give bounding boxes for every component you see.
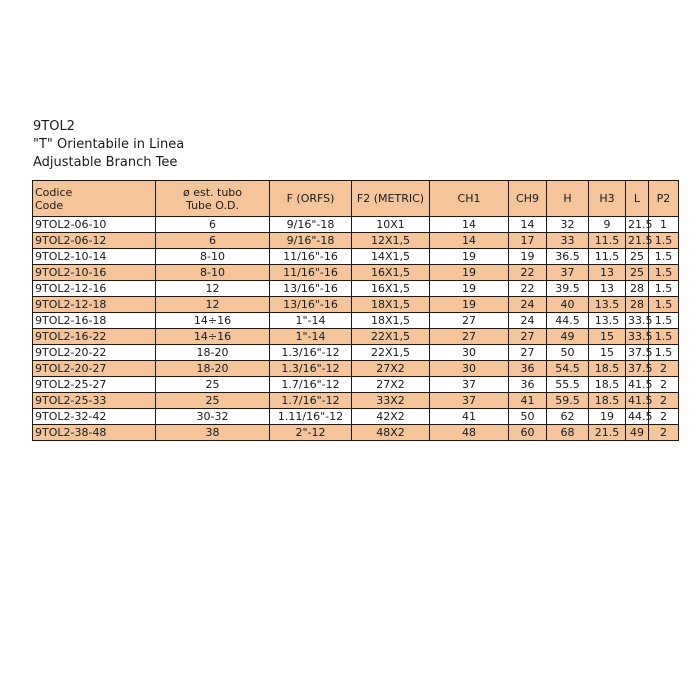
cell-tube-od: 8-10 <box>156 249 270 265</box>
header-row <box>33 181 679 217</box>
cell-h3: 21.5 <box>589 425 626 441</box>
column-header-line: F (ORFS) <box>286 192 335 205</box>
cell-ch9: 24 <box>509 297 547 313</box>
cell-tube-od: 18-20 <box>156 361 270 377</box>
column-header-f-orfs <box>270 181 352 217</box>
cell-ch1: 19 <box>430 265 509 281</box>
cell-l: 28 <box>626 281 649 297</box>
cell-h: 54.5 <box>547 361 589 377</box>
cell-h: 49 <box>547 329 589 345</box>
column-header-ch1 <box>430 181 509 217</box>
cell-h3: 18.5 <box>589 377 626 393</box>
cell-ch1: 19 <box>430 249 509 265</box>
cell-l: 33.5 <box>626 329 649 345</box>
cell-l: 49 <box>626 425 649 441</box>
cell-ch9: 27 <box>509 329 547 345</box>
cell-h3: 11.5 <box>589 233 626 249</box>
cell-l: 37.5 <box>626 345 649 361</box>
table-row <box>33 297 679 313</box>
cell-p2: 1.5 <box>649 233 679 249</box>
cell-h: 39.5 <box>547 281 589 297</box>
cell-ch9: 50 <box>509 409 547 425</box>
cell-h: 37 <box>547 265 589 281</box>
cell-ch1: 19 <box>430 281 509 297</box>
cell-f-orfs: 9/16"-18 <box>270 217 352 233</box>
table-row <box>33 377 679 393</box>
column-header-line: Code <box>35 198 64 212</box>
cell-ch9: 24 <box>509 313 547 329</box>
cell-f-orfs: 1"-14 <box>270 313 352 329</box>
cell-ch9: 14 <box>509 217 547 233</box>
product-name-english: Adjustable Branch Tee <box>33 155 178 170</box>
cell-tube-od: 12 <box>156 297 270 313</box>
cell-l: 21.5 <box>626 233 649 249</box>
column-header-line: F2 (METRIC) <box>356 192 425 205</box>
table-row <box>33 393 679 409</box>
cell-f-orfs: 11/16"-16 <box>270 265 352 281</box>
cell-f-orfs: 1.11/16"-12 <box>270 409 352 425</box>
cell-code: 9TOL2-10-14 <box>33 249 156 265</box>
column-header-line: CH9 <box>516 192 539 205</box>
cell-tube-od: 6 <box>156 217 270 233</box>
column-header-ch9 <box>509 181 547 217</box>
cell-ch9: 22 <box>509 281 547 297</box>
table-row <box>33 425 679 441</box>
cell-p2: 2 <box>649 377 679 393</box>
column-header-f2-metric <box>352 181 430 217</box>
cell-p2: 1.5 <box>649 249 679 265</box>
cell-h: 62 <box>547 409 589 425</box>
cell-f2-metric: 16X1,5 <box>352 265 430 281</box>
cell-h: 44.5 <box>547 313 589 329</box>
cell-f2-metric: 48X2 <box>352 425 430 441</box>
cell-code: 9TOL2-25-27 <box>33 377 156 393</box>
cell-h3: 13 <box>589 265 626 281</box>
cell-ch1: 14 <box>430 217 509 233</box>
cell-h3: 13.5 <box>589 297 626 313</box>
spec-table <box>32 180 679 441</box>
table-row <box>33 281 679 297</box>
cell-h3: 19 <box>589 409 626 425</box>
cell-ch9: 36 <box>509 361 547 377</box>
cell-l: 33.5 <box>626 313 649 329</box>
cell-tube-od: 6 <box>156 233 270 249</box>
column-header-line: H3 <box>599 192 615 205</box>
cell-code: 9TOL2-25-33 <box>33 393 156 409</box>
cell-code: 9TOL2-06-12 <box>33 233 156 249</box>
cell-ch1: 27 <box>430 329 509 345</box>
cell-f2-metric: 22X1,5 <box>352 345 430 361</box>
cell-f-orfs: 1.7/16"-12 <box>270 393 352 409</box>
table-body <box>33 217 679 441</box>
cell-h: 33 <box>547 233 589 249</box>
cell-h3: 15 <box>589 345 626 361</box>
column-header-line: L <box>633 192 641 205</box>
column-header-tube-od <box>156 181 270 217</box>
table-row <box>33 329 679 345</box>
cell-ch1: 48 <box>430 425 509 441</box>
cell-f-orfs: 1"-14 <box>270 329 352 345</box>
cell-ch1: 27 <box>430 313 509 329</box>
cell-h: 59.5 <box>547 393 589 409</box>
cell-p2: 1 <box>649 217 679 233</box>
cell-tube-od: 8-10 <box>156 265 270 281</box>
cell-h3: 11.5 <box>589 249 626 265</box>
cell-f2-metric: 18X1,5 <box>352 313 430 329</box>
cell-p2: 1.5 <box>649 297 679 313</box>
column-header-h3 <box>589 181 626 217</box>
table-row <box>33 313 679 329</box>
cell-f2-metric: 16X1,5 <box>352 281 430 297</box>
cell-f2-metric: 22X1,5 <box>352 329 430 345</box>
cell-code: 9TOL2-12-16 <box>33 281 156 297</box>
table-row <box>33 233 679 249</box>
cell-code: 9TOL2-16-18 <box>33 313 156 329</box>
cell-ch1: 37 <box>430 377 509 393</box>
cell-ch1: 30 <box>430 345 509 361</box>
cell-ch1: 37 <box>430 393 509 409</box>
cell-l: 44.5 <box>626 409 649 425</box>
product-name-italian: "T" Orientabile in Linea <box>33 137 185 152</box>
cell-code: 9TOL2-12-18 <box>33 297 156 313</box>
cell-ch9: 60 <box>509 425 547 441</box>
cell-ch9: 27 <box>509 345 547 361</box>
table-row <box>33 409 679 425</box>
cell-p2: 1.5 <box>649 345 679 361</box>
cell-ch1: 30 <box>430 361 509 377</box>
cell-h3: 18.5 <box>589 393 626 409</box>
table-row <box>33 249 679 265</box>
cell-h3: 13.5 <box>589 313 626 329</box>
cell-ch1: 14 <box>430 233 509 249</box>
cell-f-orfs: 9/16"-18 <box>270 233 352 249</box>
cell-tube-od: 38 <box>156 425 270 441</box>
title-block <box>33 118 184 172</box>
cell-p2: 2 <box>649 425 679 441</box>
column-header-line: ø est. tubo <box>182 185 243 199</box>
cell-f-orfs: 11/16"-16 <box>270 249 352 265</box>
cell-p2: 2 <box>649 409 679 425</box>
cell-h: 55.5 <box>547 377 589 393</box>
cell-tube-od: 25 <box>156 377 270 393</box>
table-row <box>33 345 679 361</box>
cell-code: 9TOL2-20-22 <box>33 345 156 361</box>
cell-l: 28 <box>626 297 649 313</box>
cell-f-orfs: 13/16"-16 <box>270 281 352 297</box>
cell-code: 9TOL2-16-22 <box>33 329 156 345</box>
cell-code: 9TOL2-10-16 <box>33 265 156 281</box>
cell-h: 40 <box>547 297 589 313</box>
cell-f-orfs: 13/16"-16 <box>270 297 352 313</box>
column-header-p2 <box>649 181 679 217</box>
cell-code: 9TOL2-20-27 <box>33 361 156 377</box>
cell-tube-od: 30-32 <box>156 409 270 425</box>
cell-f2-metric: 27X2 <box>352 377 430 393</box>
column-header-line: H <box>563 192 572 205</box>
cell-h3: 15 <box>589 329 626 345</box>
cell-p2: 1.5 <box>649 265 679 281</box>
cell-h3: 13 <box>589 281 626 297</box>
cell-h3: 18.5 <box>589 361 626 377</box>
cell-h: 68 <box>547 425 589 441</box>
table-row <box>33 361 679 377</box>
cell-ch9: 41 <box>509 393 547 409</box>
cell-f-orfs: 1.3/16"-12 <box>270 361 352 377</box>
cell-p2: 2 <box>649 361 679 377</box>
column-header-l <box>626 181 649 217</box>
column-header-h <box>547 181 589 217</box>
cell-ch1: 41 <box>430 409 509 425</box>
cell-h: 36.5 <box>547 249 589 265</box>
cell-l: 21.5 <box>626 217 649 233</box>
cell-ch9: 22 <box>509 265 547 281</box>
cell-h3: 9 <box>589 217 626 233</box>
cell-code: 9TOL2-06-10 <box>33 217 156 233</box>
cell-f-orfs: 1.7/16"-12 <box>270 377 352 393</box>
cell-h: 32 <box>547 217 589 233</box>
cell-ch9: 17 <box>509 233 547 249</box>
cell-h: 50 <box>547 345 589 361</box>
column-header-line: P2 <box>656 192 671 205</box>
table-row <box>33 265 679 281</box>
cell-l: 41.5 <box>626 393 649 409</box>
cell-l: 25 <box>626 265 649 281</box>
cell-f-orfs: 2"-12 <box>270 425 352 441</box>
cell-ch1: 19 <box>430 297 509 313</box>
cell-tube-od: 14÷16 <box>156 329 270 345</box>
column-header-line: Codice <box>35 185 73 199</box>
cell-f2-metric: 33X2 <box>352 393 430 409</box>
cell-tube-od: 25 <box>156 393 270 409</box>
cell-ch9: 19 <box>509 249 547 265</box>
column-header-line: Tube O.D. <box>186 198 239 212</box>
cell-p2: 1.5 <box>649 329 679 345</box>
cell-f2-metric: 12X1,5 <box>352 233 430 249</box>
cell-tube-od: 12 <box>156 281 270 297</box>
cell-p2: 1.5 <box>649 313 679 329</box>
cell-ch9: 36 <box>509 377 547 393</box>
cell-f2-metric: 14X1,5 <box>352 249 430 265</box>
cell-f2-metric: 42X2 <box>352 409 430 425</box>
cell-l: 41.5 <box>626 377 649 393</box>
cell-f2-metric: 27X2 <box>352 361 430 377</box>
cell-tube-od: 18-20 <box>156 345 270 361</box>
column-header-code <box>33 181 156 217</box>
cell-p2: 1.5 <box>649 281 679 297</box>
cell-l: 37.5 <box>626 361 649 377</box>
cell-code: 9TOL2-38-48 <box>33 425 156 441</box>
cell-p2: 2 <box>649 393 679 409</box>
cell-tube-od: 14÷16 <box>156 313 270 329</box>
cell-f2-metric: 18X1,5 <box>352 297 430 313</box>
cell-l: 25 <box>626 249 649 265</box>
product-code-title: 9TOL2 <box>33 119 75 134</box>
cell-f-orfs: 1.3/16"-12 <box>270 345 352 361</box>
column-header-line: CH1 <box>457 192 481 205</box>
cell-code: 9TOL2-32-42 <box>33 409 156 425</box>
table-row <box>33 217 679 233</box>
cell-f2-metric: 10X1 <box>352 217 430 233</box>
